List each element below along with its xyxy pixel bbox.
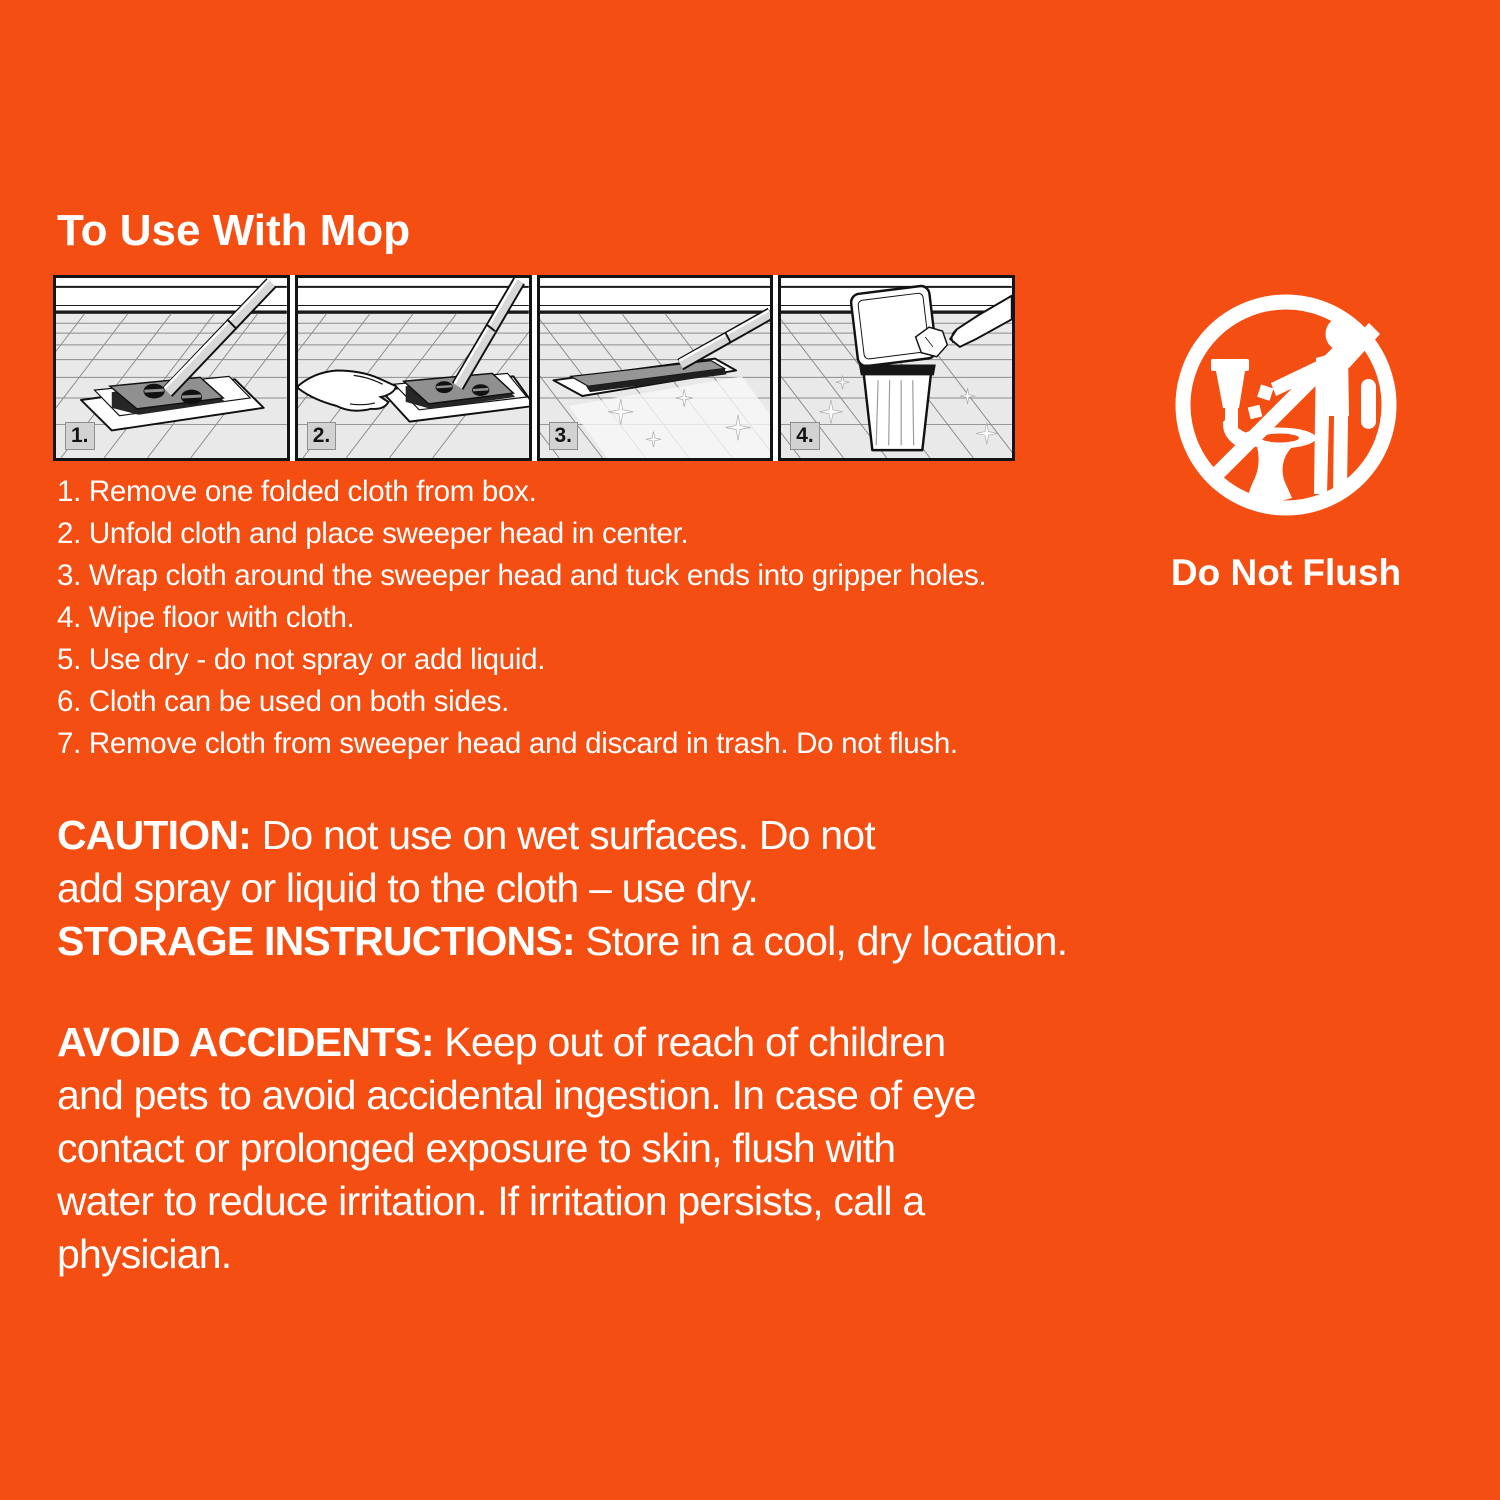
panel-step-1 [53,275,290,461]
caution-paragraph [57,809,1067,968]
panel-step-4 [778,275,1015,461]
panel-number: 1. [65,422,95,450]
avoid-line: and pets to avoid accidental ingestion. In case of eye [57,1072,976,1118]
avoid-line: physician. [57,1231,232,1277]
caution-line: add spray or liquid to the cloth – use dry. [57,865,758,911]
instruction-step: 2. Unfold cloth and place sweeper head in center. [57,517,689,550]
avoid-accidents-paragraph [57,1016,976,1281]
panel-step-2 [295,275,532,461]
mop-instructions-list [57,471,986,765]
caution-line: CAUTION: Do not use on wet surfaces. Do not [57,812,875,858]
avoid-line: contact or prolonged exposure to skin, flush with [57,1125,896,1171]
instruction-panels-strip [53,275,1015,461]
instruction-step: 6. Cloth can be used on both sides. [57,685,509,718]
do-not-flush-block [1167,286,1405,594]
caution-lead: CAUTION: [57,812,252,858]
panel-number: 2. [307,422,337,450]
avoid-line: water to reduce irritation. If irritation persists, call a [57,1178,925,1224]
panel-step-3 [537,275,774,461]
instruction-step: 4. Wipe floor with cloth. [57,601,355,634]
instruction-step: 1. Remove one folded cloth from box. [57,475,537,508]
instruction-step: 7. Remove cloth from sweeper head and discard in trash. Do not flush. [57,727,958,760]
no-flush-prohibition-icon [1167,286,1405,524]
section-title: To Use With Mop [57,206,411,255]
panel-number: 4. [790,422,820,450]
storage-line: STORAGE INSTRUCTIONS: Store in a cool, dry location. [57,918,1068,964]
instruction-step: 5. Use dry - do not spray or add liquid. [57,643,546,676]
instruction-step: 3. Wrap cloth around the sweeper head and tuck ends into gripper holes. [57,559,987,592]
storage-lead: STORAGE INSTRUCTIONS: [57,918,575,964]
panel-number: 3. [549,422,579,450]
do-not-flush-label: Do Not Flush [1170,552,1402,593]
avoid-line: AVOID ACCIDENTS: Keep out of reach of children [57,1019,946,1065]
avoid-lead: AVOID ACCIDENTS: [57,1019,434,1065]
